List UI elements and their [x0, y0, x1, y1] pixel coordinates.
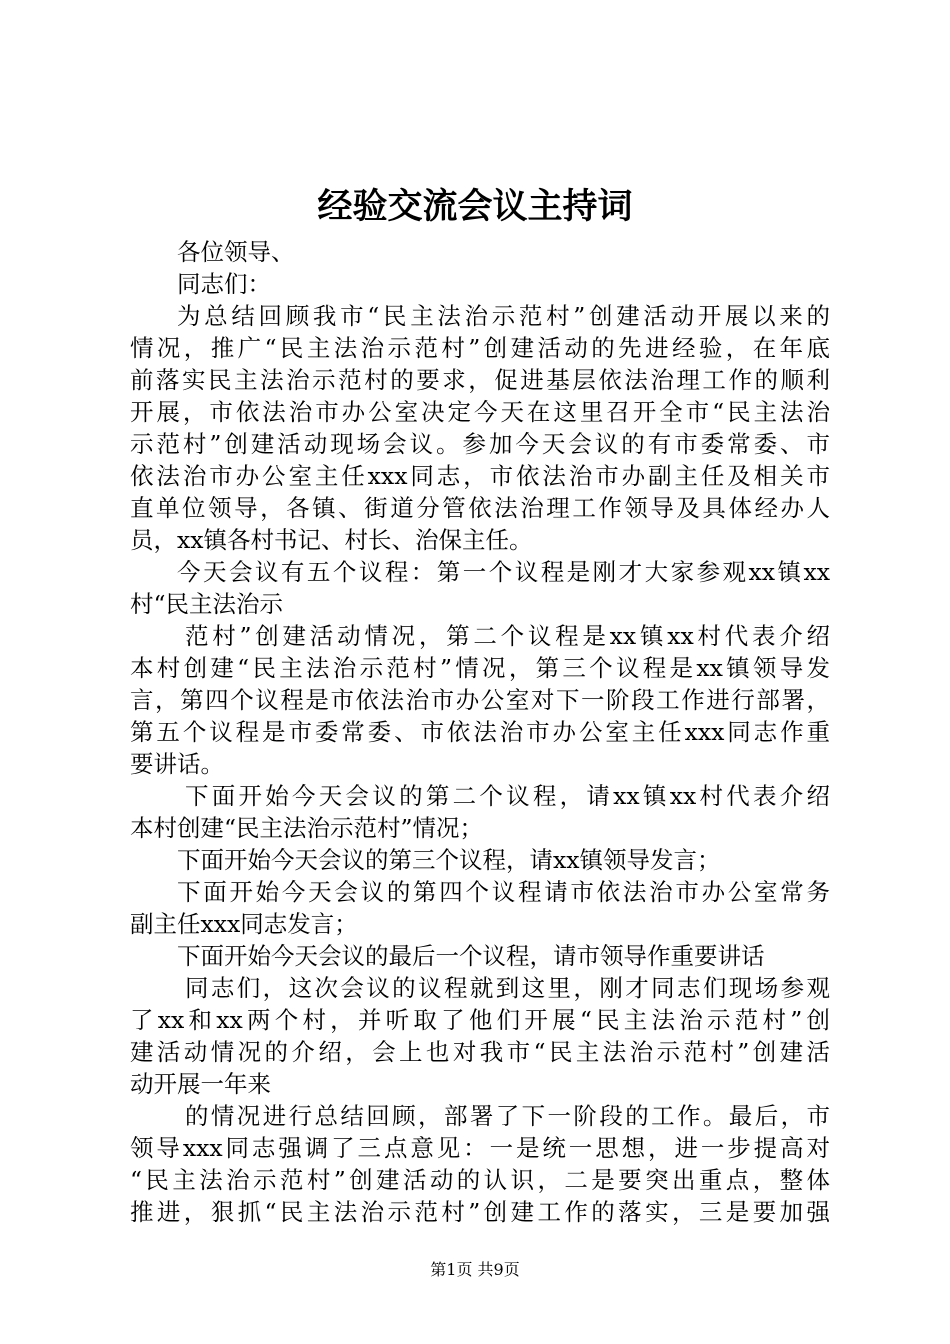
text-line: 范村”创建活动情况，第二个议程是xx镇xx村代表介绍 — [185, 622, 830, 650]
text-line: 要讲话。 — [130, 750, 224, 778]
text-line: 推进，狠抓“民主法治示范村”创建工作的落实，三是要加强 — [130, 1198, 830, 1226]
text-line: 本村创建“民主法治示范村”情况，第三个议程是xx镇领导发 — [130, 654, 830, 682]
text-line: 领导xxx同志强调了三点意见：一是统一思想，进一步提高对 — [130, 1134, 830, 1162]
text-line: 员，xx镇各村书记、村长、治保主任。 — [130, 526, 533, 554]
text-line: 下面开始今天会议的第四个议程请市依法治市办公室常务 — [177, 878, 830, 906]
text-line: 依法治市办公室主任xxx同志，市依法治市办副主任及相关市 — [130, 462, 830, 490]
text-line: 为总结回顾我市“民主法治示范村”创建活动开展以来的 — [177, 302, 830, 330]
text-line: 副主任xxx同志发言； — [130, 910, 358, 938]
text-line: 开展，市依法治市办公室决定今天在这里召开全市“民主法治 — [130, 398, 830, 426]
text-line: 言，第四个议程是市依法治市办公室对下一阶段工作进行部署， — [130, 686, 830, 714]
text-line: 下面开始今天会议的第二个议程，请xx镇xx村代表介绍 — [185, 782, 830, 810]
document-title: 经验交流会议主持词 — [317, 186, 633, 227]
text-line: 下面开始今天会议的第三个议程，请xx镇领导发言； — [177, 846, 721, 874]
text-line: 本村创建“民主法治示范村”情况； — [130, 814, 484, 842]
text-line: 同志们： — [177, 270, 271, 298]
page-number: 第1页 共9页 — [430, 1260, 520, 1279]
text-line: 的情况进行总结回顾，部署了下一阶段的工作。最后，市 — [185, 1102, 830, 1130]
text-line: 今天会议有五个议程：第一个议程是刚才大家参观xx镇xx — [177, 558, 830, 586]
text-line: 动开展一年来 — [130, 1070, 271, 1098]
text-line: 情况，推广“民主法治示范村”创建活动的先进经验，在年底 — [130, 334, 830, 362]
text-line: 建活动情况的介绍，会上也对我市“民主法治示范村”创建活 — [130, 1038, 830, 1066]
document-body — [130, 236, 830, 1228]
text-line: “民主法治示范村”创建活动的认识，二是要突出重点，整体 — [130, 1166, 830, 1194]
text-line: 直单位领导，各镇、街道分管依法治理工作领导及具体经办人 — [130, 494, 830, 522]
text-line: 了xx和xx两个村，并听取了他们开展“民主法治示范村”创 — [130, 1006, 830, 1034]
text-line: 下面开始今天会议的最后一个议程，请市领导作重要讲话 — [177, 942, 765, 970]
text-line: 前落实民主法治示范村的要求，促进基层依法治理工作的顺利 — [130, 366, 830, 394]
text-line: 各位领导、 — [177, 238, 295, 266]
text-line: 村“民主法治示 — [130, 590, 284, 618]
text-line: 同志们，这次会议的议程就到这里，刚才同志们现场参观 — [185, 974, 830, 1002]
text-line: 示范村”创建活动现场会议。参加今天会议的有市委常委、市 — [130, 430, 830, 458]
text-line: 第五个议程是市委常委、市依法治市办公室主任xxx同志作重 — [130, 718, 830, 746]
